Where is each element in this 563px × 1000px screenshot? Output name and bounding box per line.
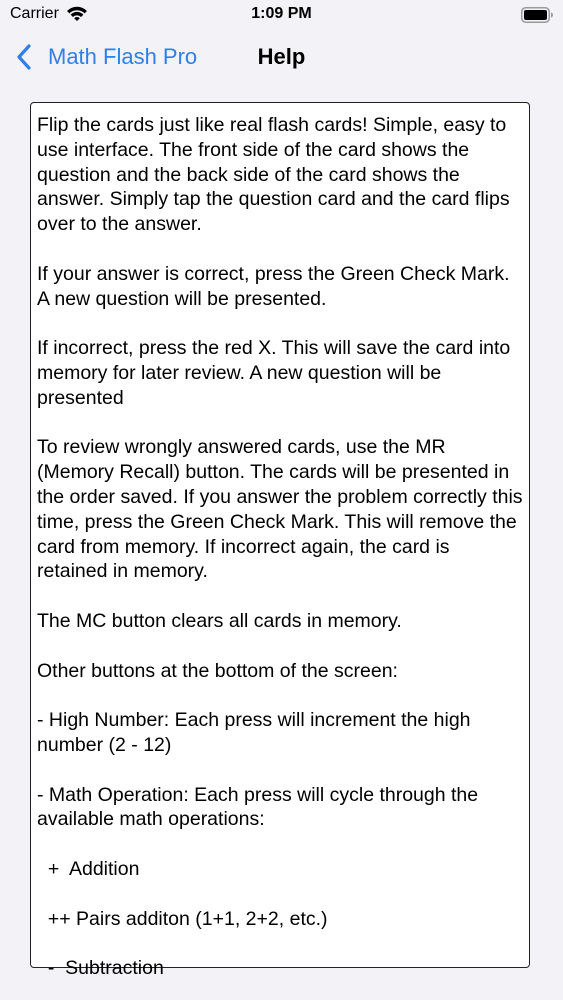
help-text-view[interactable] [30, 102, 530, 980]
help-text [31, 103, 529, 981]
navigation-bar [0, 30, 563, 86]
help-paragraph: If your answer is correct, press the Green Check Mark. A new question will be presented. [37, 262, 514, 310]
help-paragraph: + Addition [37, 857, 140, 880]
status-bar [0, 0, 563, 30]
help-paragraph: If incorrect, press the red X. This will save the card into memory for later review. A new question will be presented [37, 337, 516, 409]
help-paragraph: - Math Operation: Each press will cycle through the available math operations: [37, 783, 484, 831]
help-paragraph: - High Number: Each press will increment the high number (2 - 12) [37, 709, 476, 756]
content-area [0, 86, 563, 1000]
page-title: Help [257, 44, 306, 69]
clock-time: 1:09 PM [251, 5, 312, 22]
help-paragraph: Other buttons at the bottom of the screen: [37, 659, 398, 682]
help-paragraph: To review wrongly answered cards, use the MR (Memory Recall) button. The cards will be presented in the order saved. If you answer the problem correctly this time, press the Green Check Mark. This will remove the card from memory. If incorrect again, the card is retained in memory. [37, 436, 528, 583]
help-paragraph: Flip the cards just like real flash cards! Simple, easy to use interface. The front side of the card shows the question and the back side of the card shows the answer. Simply tap the question card and the card flips over to the answer. [37, 114, 516, 236]
help-paragraph: ++ Pairs additon (1+1, 2+2, etc.) [37, 907, 328, 930]
battery-full-icon [521, 7, 554, 23]
help-paragraph: The MC button clears all cards in memory. [37, 609, 402, 632]
back-button-label: Math Flash Pro [48, 44, 198, 69]
carrier-label: Carrier [10, 5, 59, 22]
help-paragraph: - Subtraction [37, 957, 164, 980]
